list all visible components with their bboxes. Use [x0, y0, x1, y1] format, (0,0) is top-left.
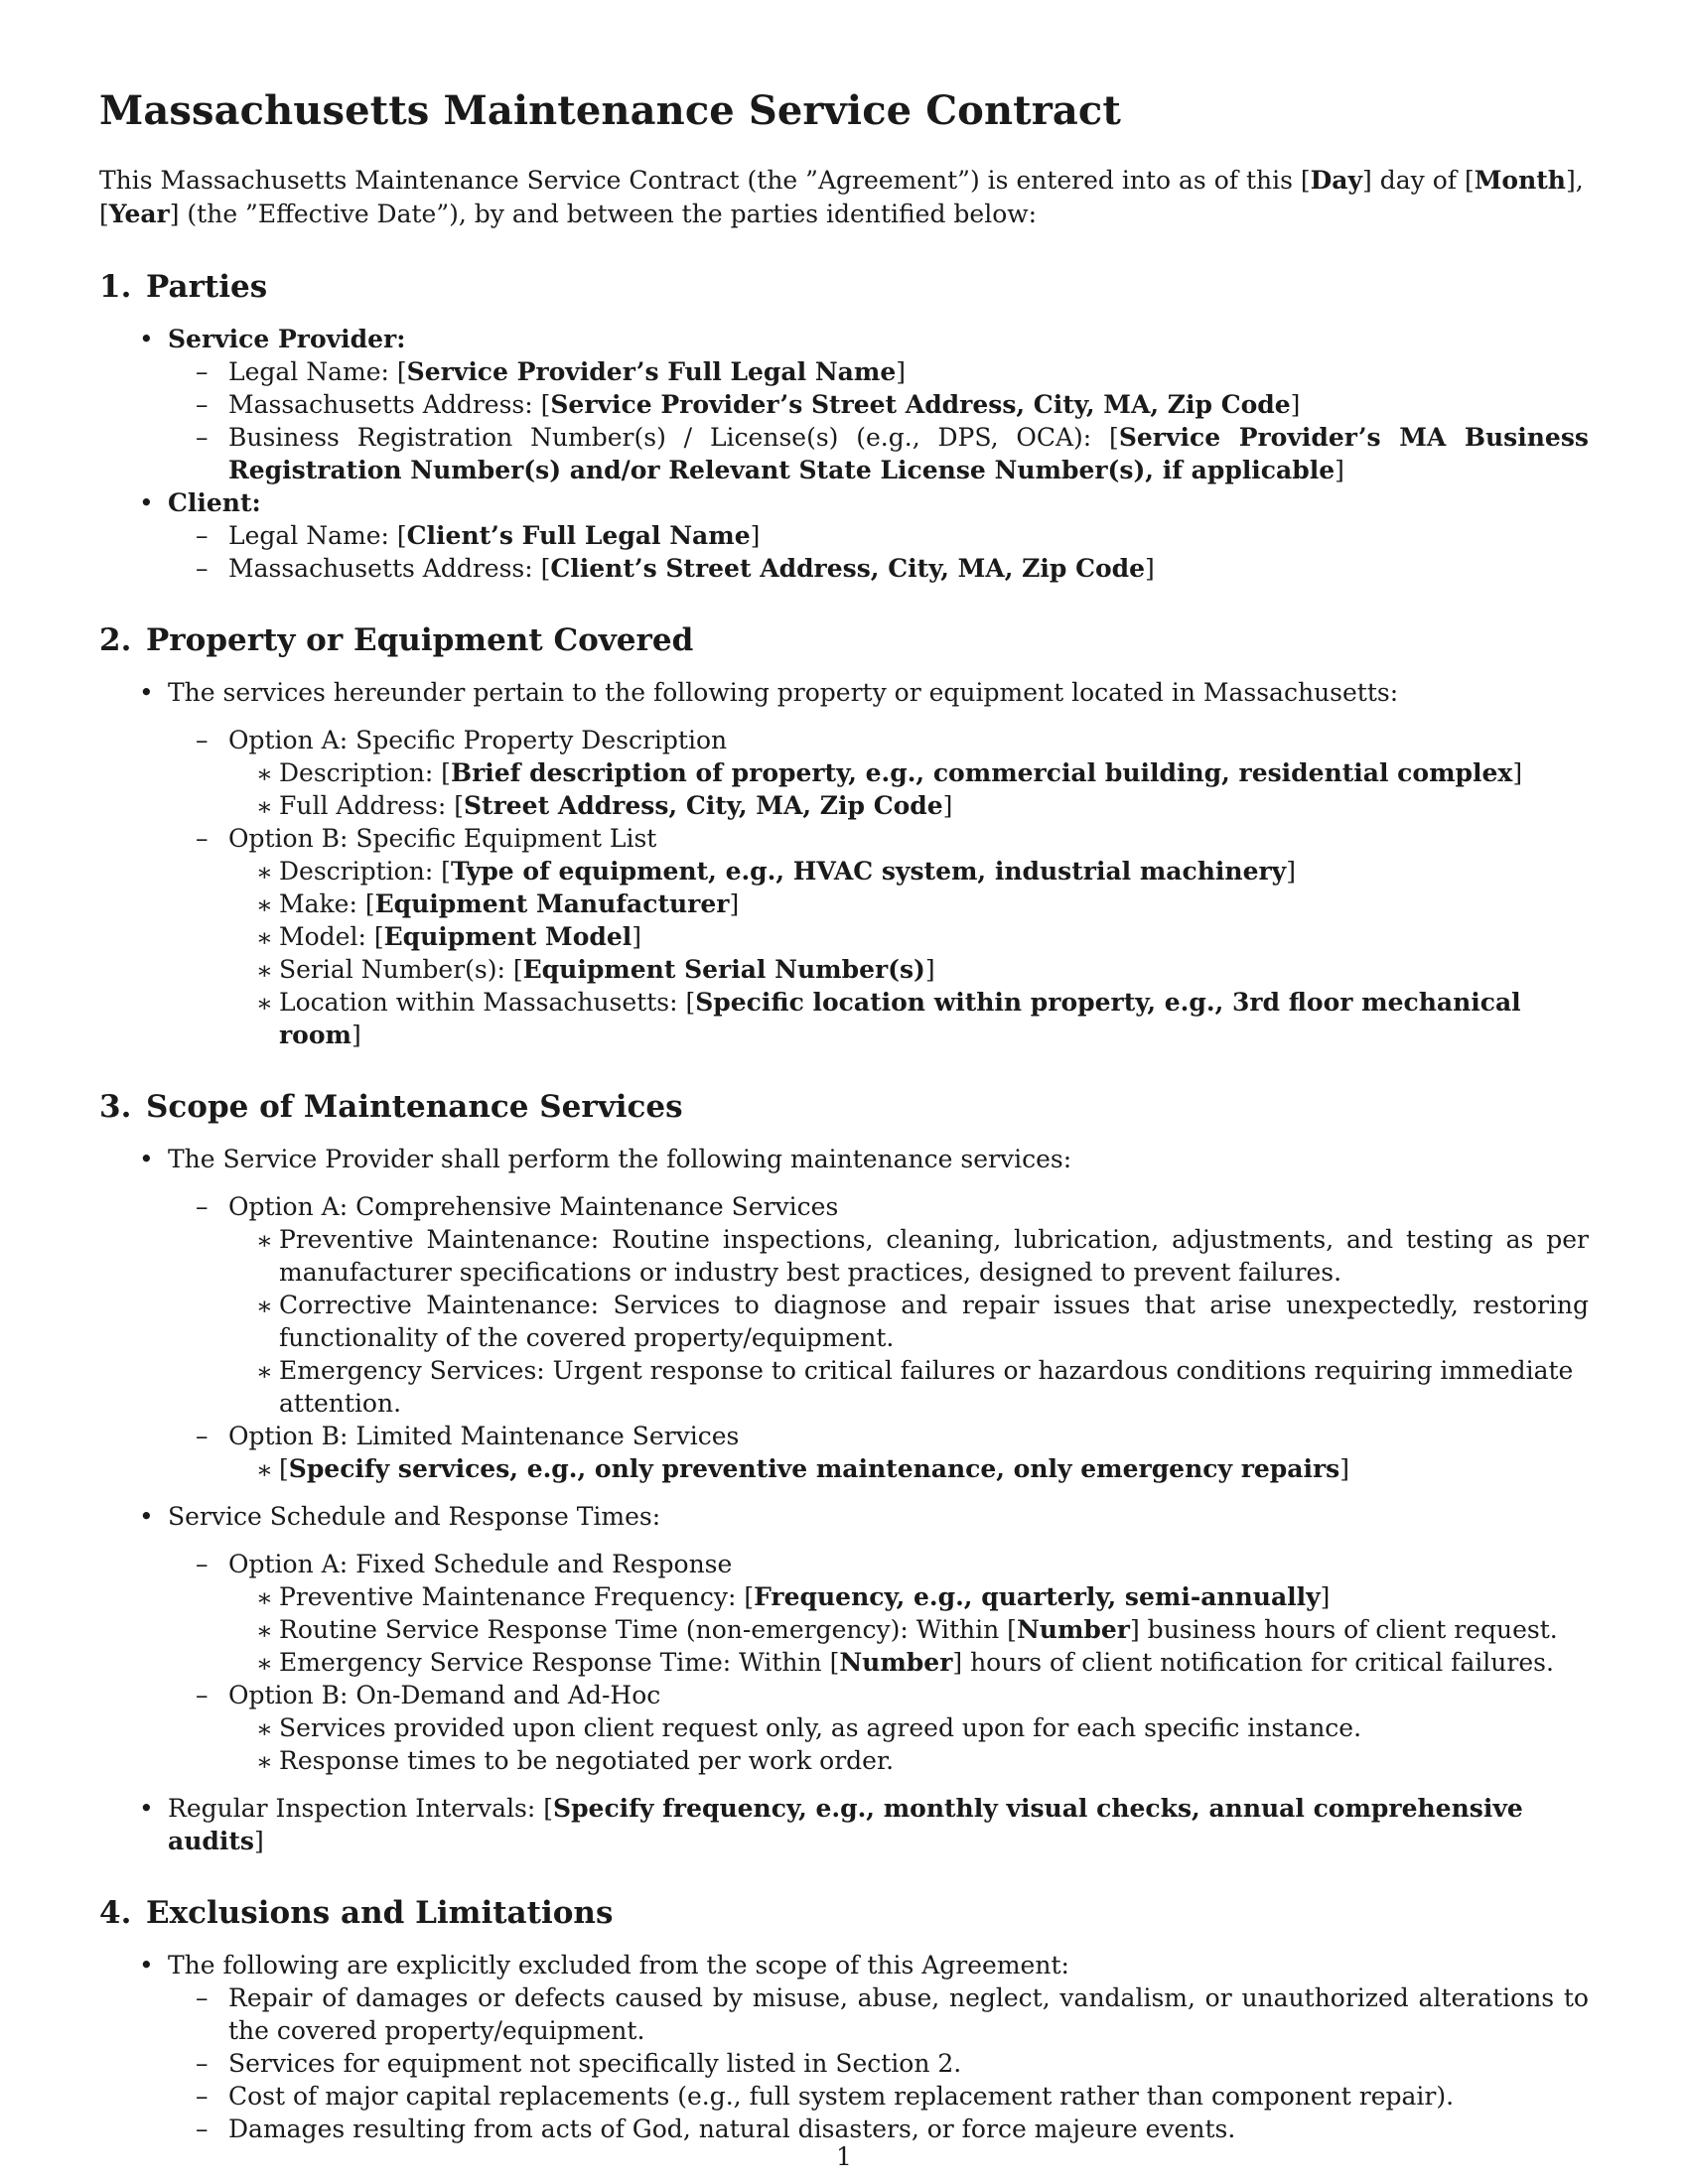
section-heading: [99, 1895, 1589, 1931]
list-item: [228, 789, 1589, 822]
list-item: [99, 676, 1589, 1051]
list-item: [228, 756, 1589, 789]
equipment-serial-placeholder: Equipment Serial Number(s): [522, 955, 925, 984]
list-item: [168, 724, 1589, 822]
schedule-b-details: [228, 1711, 1589, 1777]
list-item: [168, 552, 1589, 585]
list-item: [168, 822, 1589, 1051]
field-label: Description: [: [279, 857, 451, 886]
bracket: ]: [1290, 390, 1301, 419]
year-placeholder: Year: [108, 200, 170, 228]
section-lead: The services hereunder pertain to the following property or equipment located in Massachusetts:: [168, 678, 1399, 707]
section-lead: The Service Provider shall perform the following maintenance services:: [168, 1145, 1072, 1173]
exclusion-items: [168, 1981, 1589, 2145]
schedule-a-details: [228, 1580, 1589, 1679]
field-label: Business Registration Number(s) / License(s) (e.g., DPS, OCA): [: [228, 423, 1119, 452]
list-item: [228, 1613, 1589, 1646]
bracket: ]: [729, 889, 740, 918]
list-item: [99, 1500, 1589, 1777]
bracket: ]: [924, 955, 935, 984]
equipment-description-placeholder: Type of equipment, e.g., HVAC system, industrial machinery: [450, 857, 1287, 886]
section-title: Property or Equipment Covered: [146, 622, 694, 658]
client-label: Client:: [168, 488, 261, 517]
list-item: [168, 519, 1589, 552]
field-label: Full Address: [: [279, 791, 464, 820]
section-title: Scope of Maintenance Services: [146, 1089, 683, 1125]
list-item: [168, 1190, 1589, 1420]
scope-options: [168, 1190, 1589, 1485]
field-label: Make: [: [279, 889, 375, 918]
list-item: ∗ Corrective Maintenance: Services to diagnose and repair issues that arise unexpectedly, restoring functionality of the covered property/equipment.: [228, 1289, 1589, 1354]
equipment-location-placeholder: Specific location within property, e.g., 3rd floor mechanical room: [279, 988, 1521, 1049]
intro-paragraph: [99, 164, 1589, 231]
section-heading: [99, 269, 1589, 305]
list-item: – Cost of major capital replacements (e.g., full system replacement rather than component repair).: [168, 2080, 1589, 2113]
scope-list: [99, 1143, 1589, 1857]
field-label: Preventive Maintenance Frequency: [: [279, 1582, 755, 1611]
intro-text: ] (the ”Effective Date”), by and between the parties identified below:: [169, 200, 1038, 228]
option-a-services: [228, 1223, 1589, 1420]
field-label: Massachusetts Address: [: [228, 554, 551, 583]
intro-text: ], [: [99, 166, 1584, 228]
bracket: ]: [750, 521, 761, 550]
field-label: Model: [: [279, 922, 384, 951]
section-number: 1.: [99, 269, 132, 305]
document-body: [99, 87, 1589, 2183]
list-item: – Damages resulting from acts of God, natural disasters, or force majeure events.: [168, 2113, 1589, 2145]
list-item: – Repair of damages or defects caused by misuse, abuse, neglect, vandalism, or unauthorized alterations to the covered property/equipment.: [168, 1981, 1589, 2047]
month-placeholder: Month: [1474, 166, 1566, 195]
list-item: [228, 1646, 1589, 1679]
provider-registration-placeholder: Service Provider’s MA Business Registration Number(s) and/or Relevant State License Number(s), if applicable: [228, 423, 1589, 484]
section-scope: [99, 1089, 1589, 1857]
bracket: ]: [942, 791, 953, 820]
parties-list: [99, 323, 1589, 585]
document-title: Massachusetts Maintenance Service Contract: [99, 87, 1121, 134]
list-item: – Services for equipment not specifically listed in Section 2.: [168, 2047, 1589, 2080]
section-number: 2.: [99, 622, 132, 658]
list-item: [228, 887, 1589, 920]
bracket: ]: [1286, 857, 1296, 886]
list-item: [168, 421, 1589, 486]
field-label: Location within Massachusetts: [: [279, 988, 696, 1017]
section-title: Parties: [146, 269, 268, 305]
list-item: [228, 855, 1589, 887]
section-parties: [99, 269, 1589, 585]
property-address-placeholder: Street Address, City, MA, Zip Code: [463, 791, 943, 820]
bracket: ]: [1512, 758, 1523, 787]
section-exclusions: [99, 1895, 1589, 2145]
list-item: ∗ Services provided upon client request only, as agreed upon for each specific instance.: [228, 1711, 1589, 1744]
option-label: Option B: Limited Maintenance Services: [228, 1422, 740, 1450]
client-address-placeholder: Client’s Street Address, City, MA, Zip Code: [550, 554, 1146, 583]
option-label: Option A: Specific Property Description: [228, 726, 728, 754]
routine-hours-placeholder: Number: [1016, 1615, 1130, 1644]
section-lead: The following are explicitly excluded from the scope of this Agreement:: [168, 1951, 1069, 1979]
list-item: [168, 1548, 1589, 1679]
emergency-hours-placeholder: Number: [839, 1648, 953, 1677]
list-item: [168, 1420, 1589, 1485]
option-a-details: [228, 756, 1589, 822]
bracket: ]: [1145, 554, 1155, 583]
provider-address-placeholder: Service Provider’s Street Address, City, MA, Zip Code: [550, 390, 1291, 419]
equipment-make-placeholder: Equipment Manufacturer: [374, 889, 730, 918]
list-item: ∗ Preventive Maintenance: Routine inspections, cleaning, lubrication, adjustments, and testing as per manufacturer specifications or industry best practices, designed to prevent failures.: [228, 1223, 1589, 1289]
option-b-services: [228, 1452, 1589, 1485]
bracket: ]: [1320, 1582, 1331, 1611]
section-property: [99, 622, 1589, 1051]
list-item: [168, 388, 1589, 421]
provider-name-placeholder: Service Provider’s Full Legal Name: [406, 357, 897, 386]
inspection-placeholder: Specify frequency, e.g., monthly visual checks, annual comprehensive audits: [168, 1794, 1523, 1855]
field-label: Routine Service Response Time (non-emergency): Within [: [279, 1615, 1017, 1644]
frequency-placeholder: Frequency, e.g., quarterly, semi-annually: [754, 1582, 1321, 1611]
equipment-model-placeholder: Equipment Model: [383, 922, 633, 951]
provider-details: [168, 355, 1589, 486]
provider-label: Service Provider:: [168, 325, 406, 353]
list-item: ∗ Emergency Services: Urgent response to critical failures or hazardous conditions requiring immediate attention.: [228, 1354, 1589, 1420]
property-description-placeholder: Brief description of property, e.g., commercial building, residential complex: [450, 758, 1513, 787]
list-item: [228, 953, 1589, 986]
property-options: [168, 724, 1589, 1051]
field-label: Regular Inspection Intervals: [: [168, 1794, 554, 1823]
list-item: [99, 1792, 1589, 1857]
option-b-details: [228, 855, 1589, 1051]
field-label: Serial Number(s): [: [279, 955, 523, 984]
list-item: [228, 920, 1589, 953]
intro-text: ] day of [: [1362, 166, 1475, 195]
field-text: ] business hours of client request.: [1129, 1615, 1558, 1644]
list-item: [228, 1452, 1589, 1485]
field-label: Description: [: [279, 758, 451, 787]
client-details: [168, 519, 1589, 585]
list-item: [99, 323, 1589, 486]
bracket: ]: [1339, 1454, 1349, 1483]
field-text: ] hours of client notification for critical failures.: [952, 1648, 1554, 1677]
list-item: [228, 986, 1589, 1051]
section-number: 4.: [99, 1895, 132, 1931]
list-item: [99, 486, 1589, 585]
section-lead: Service Schedule and Response Times:: [168, 1502, 661, 1531]
section-title: Exclusions and Limitations: [146, 1895, 614, 1931]
client-name-placeholder: Client’s Full Legal Name: [406, 521, 751, 550]
section-heading: [99, 622, 1589, 658]
intro-text: This Massachusetts Maintenance Service Contract (the ”Agreement”) is entered into as of this [: [99, 166, 1311, 195]
option-label: Option A: Fixed Schedule and Response: [228, 1550, 733, 1578]
limited-services-placeholder: Specify services, e.g., only preventive maintenance, only emergency repairs: [288, 1454, 1340, 1483]
list-item: [228, 1580, 1589, 1613]
bracket: [: [279, 1454, 289, 1483]
option-label: Option B: On-Demand and Ad-Hoc: [228, 1681, 661, 1709]
property-list: [99, 676, 1589, 1051]
field-label: Legal Name: [: [228, 357, 407, 386]
schedule-options: [168, 1548, 1589, 1777]
list-item: [99, 1143, 1589, 1485]
page-number: 1: [836, 2142, 852, 2171]
field-label: Emergency Service Response Time: Within [: [279, 1648, 840, 1677]
exclusions-list: [99, 1949, 1589, 2145]
bracket: ]: [632, 922, 642, 951]
list-item: [168, 355, 1589, 388]
section-number: 3.: [99, 1089, 132, 1125]
option-label: Option B: Specific Equipment List: [228, 824, 657, 853]
list-item: ∗ Response times to be negotiated per work order.: [228, 1744, 1589, 1777]
bracket: ]: [253, 1827, 264, 1855]
option-label: Option A: Comprehensive Maintenance Services: [228, 1192, 839, 1221]
day-placeholder: Day: [1310, 166, 1363, 195]
field-label: Massachusetts Address: [: [228, 390, 551, 419]
list-item: [168, 1679, 1589, 1777]
bracket: ]: [1335, 456, 1344, 484]
field-label: Legal Name: [: [228, 521, 407, 550]
bracket: ]: [896, 357, 906, 386]
bracket: ]: [351, 1021, 361, 1049]
section-heading: [99, 1089, 1589, 1125]
list-item: [99, 1949, 1589, 2145]
